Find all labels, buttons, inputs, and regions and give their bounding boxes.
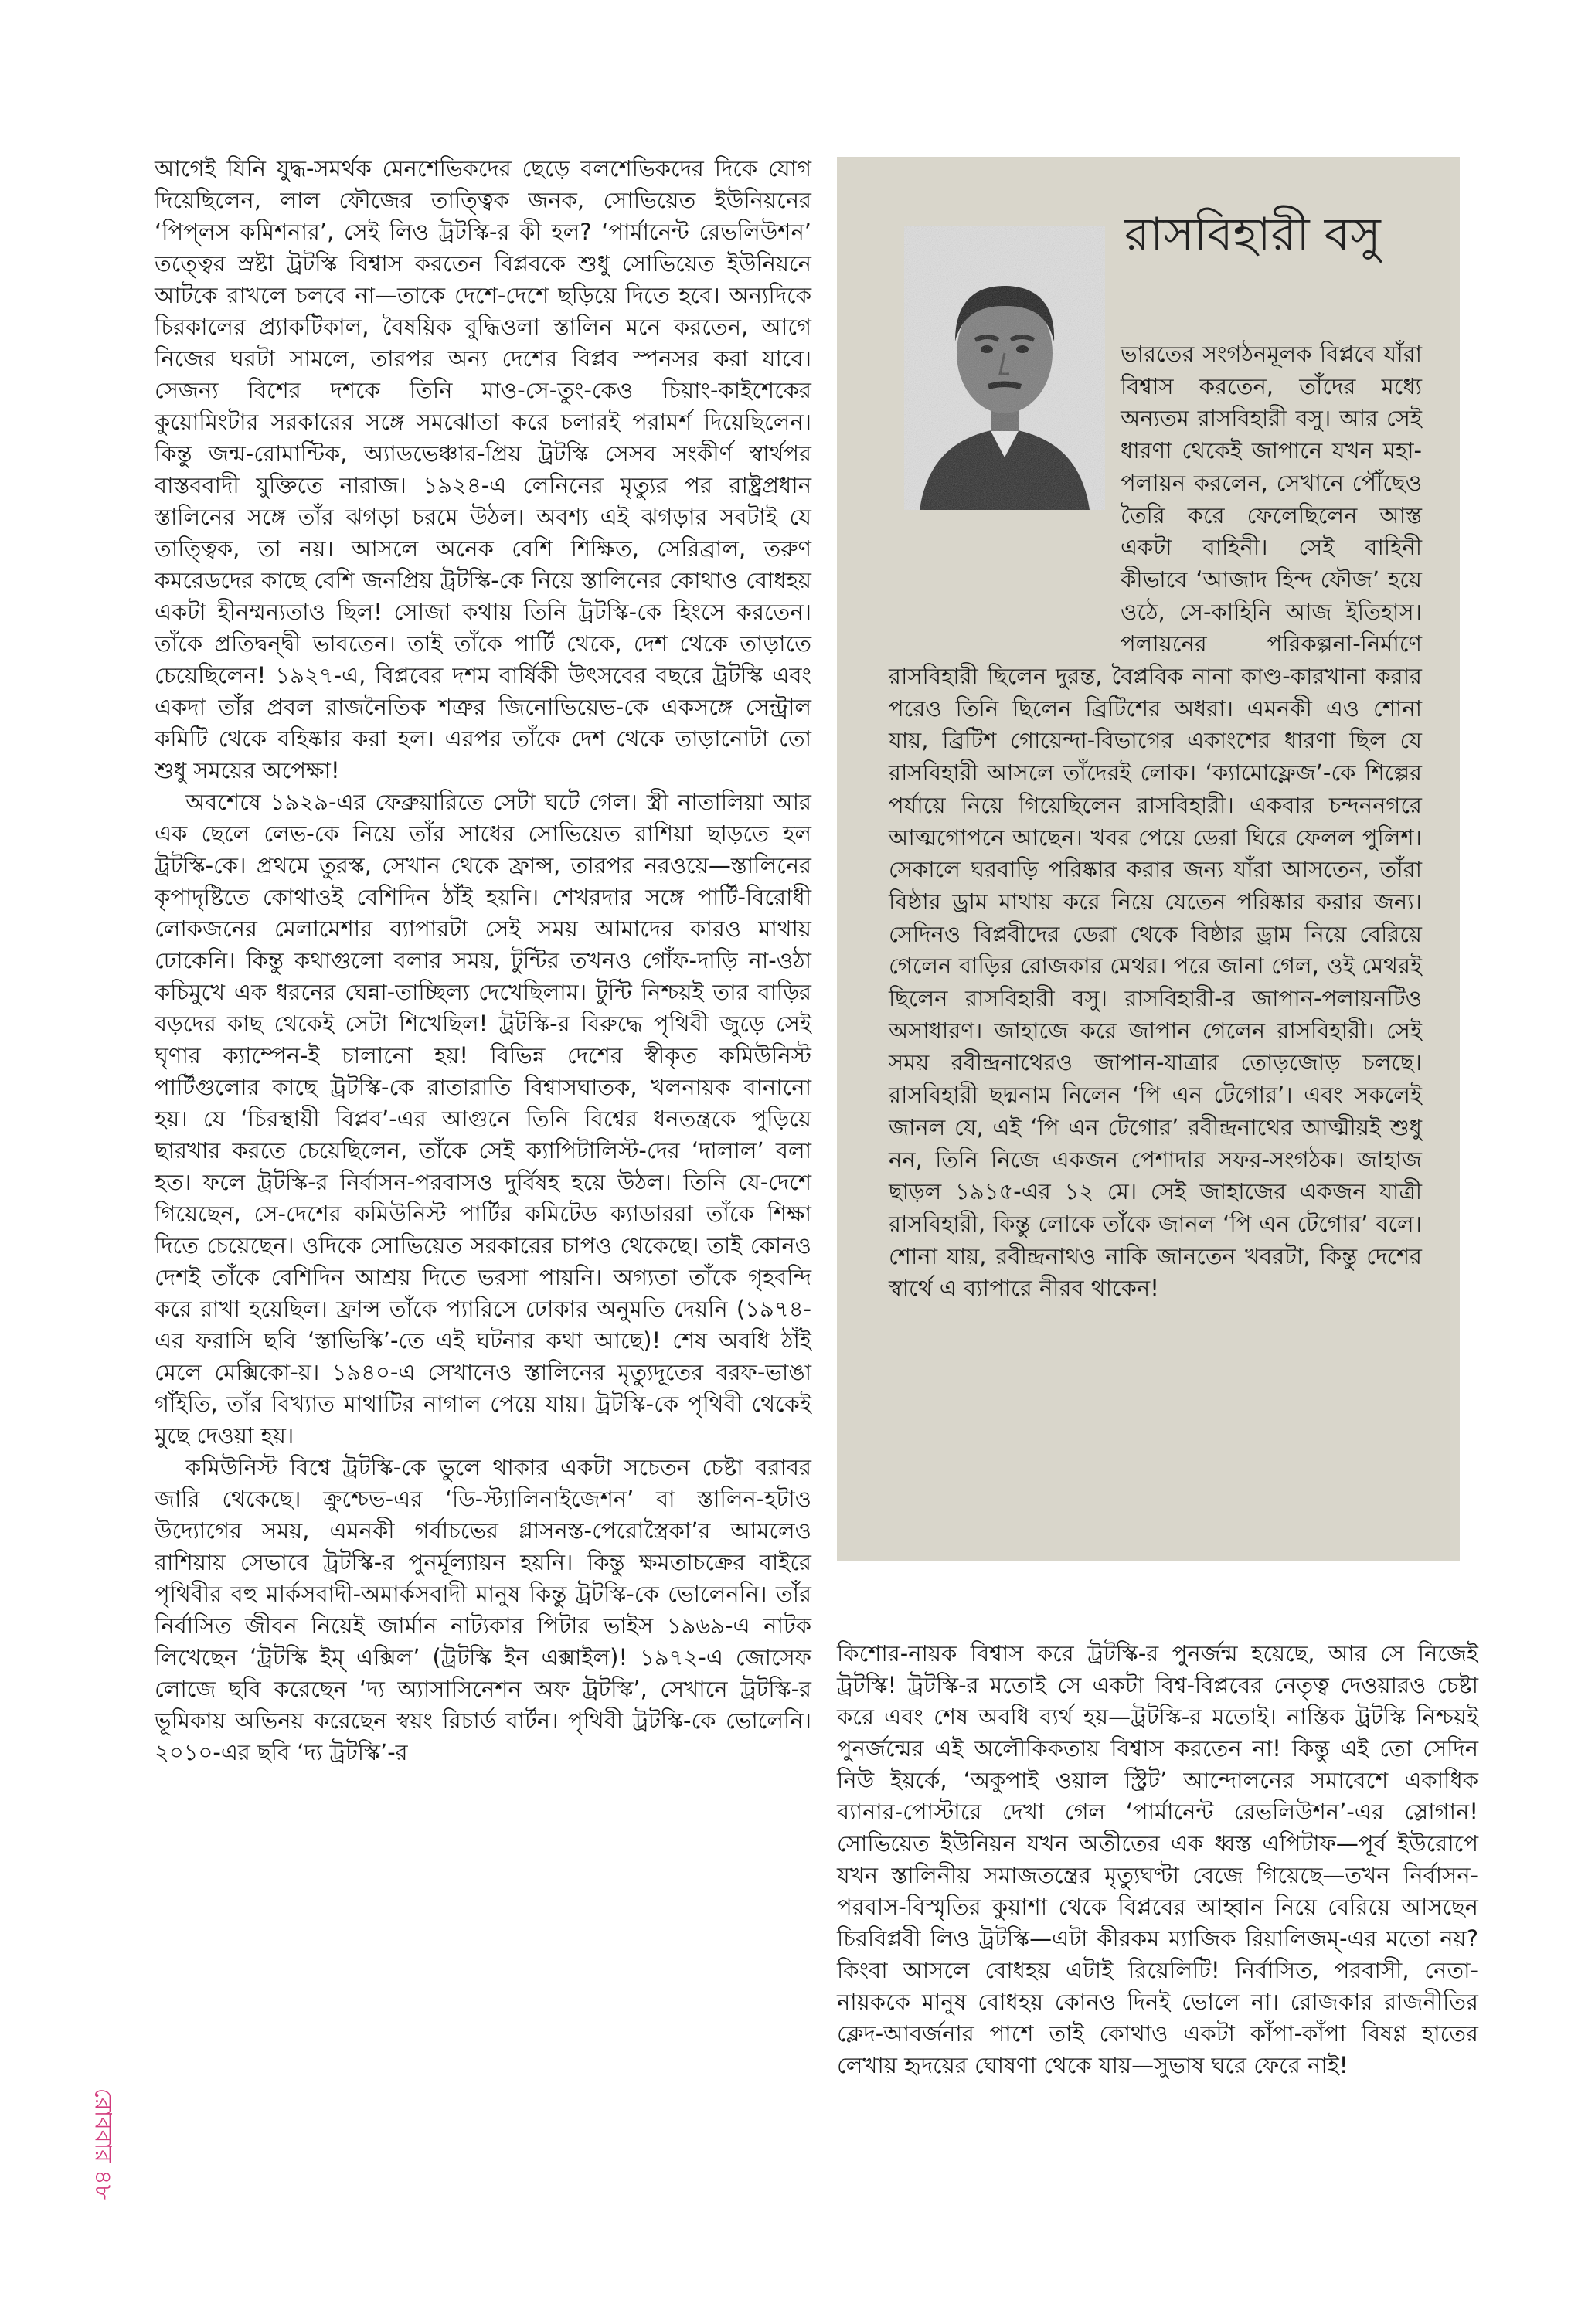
page-number: রোববার ৪৮ [89,2088,117,2200]
paragraph: কিশোর-নায়ক বিশ্বাস করে ট্রটস্কি-র পুনর্জন্ম হয়েছে, আর সে নিজেই ট্রটস্কি! ট্রটস্কি-র মতোই সে একটা বিশ্ব-বিপ্লবের নেতৃত্ব দেওয়ারও চেষ্টা করে এবং শেষ অবধি ব্যর্থ হয়—ট্রটস্কি-র মতোই। নাস্তিক ট্রটস্কি নিশ্চয়ই পুনর্জন্মের এই অলৌকিকতায় বিশ্বাস করতেন না! কিন্তু এই তো সেদিন নিউ ইয়র্কে, ‘অকুপাই ওয়াল স্ট্রিট’ আন্দোলনের সমাবেশে একাধিক ব্যানার-পোস্টারে দেখা গেল ‘পার্মানেন্ট রেভলিউশন’-এর স্লোগান! সোভিয়েত ইউনিয়ন যখন অতীতের এক ধ্বস্ত এপিটাফ—পূর্ব ইউরোপে যখন স্তালিনীয় সমাজতন্ত্রের মৃত্যুঘণ্টা বেজে গিয়েছে—তখন নির্বাসন-পরবাস-বিস্মৃতির কুয়াশা থেকে বিপ্লবের আহ্বান নিয়ে বেরিয়ে আসছেন চিরবিপ্লবী লিও ট্রটস্কি—এটা কীরকম ম্যাজিক রিয়ালিজম্‌-এর মতো নয়? কিংবা আসলে বোধহয় এটাই রিয়েলিটি! নির্বাসিত, পরবাসী, নেতা-নায়ককে মানুষ বোধহয় কোনও দিনই ভোলে না। রোজকার রাজনীতির ক্লেদ-আবর্জনার পাশে তাই কোথাও একটা কাঁপা-কাঁপা বিষণ্ণ হাতের লেখায় হৃদয়ের ঘোষণা থেকে যায়—সুভাষ ঘরে ফেরে নাই! [837,1640,1478,2078]
paragraph: কমিউনিস্ট বিশ্বে ট্রটস্কি-কে ভুলে থাকার একটা সচেতন চেষ্টা বরাবর জারি থেকেছে। ক্রুশ্চেভ-এর ‘ডি-স্ট্যালিনাইজেশন’ বা স্তালিন-হটাও উদ্যোগের সময়, এমনকী গর্বাচভের গ্লাসনস্ত-পেরোস্ত্রৈকা’র আমলেও রাশিয়ায় সেভাবে ট্রটস্কি-র পুনর্মূল্যায়ন হয়নি। কিন্তু ক্ষমতাচক্রের বাইরে পৃথিবীর বহু মার্কসবাদী-অমার্কসবাদী মানুষ কিন্তু ট্রটস্কি-কে ভোলেননি। তাঁর নির্বাসিত জীবন নিয়েই জার্মান নাট্যকার পিটার ভাইস ১৯৬৯-এ নাটক লিখেছেন ‘ট্রটস্কি ইম্‌ এক্সিল’ (ট্রটস্কি ইন এক্সাইল)! ১৯৭২-এ জোসেফ লোজে ছবি করেছেন ‘দ্য অ্যাসাসিনেশন অফ ট্রটস্কি’, সেখানে ট্রটস্কি-র ভূমিকায় অভিনয় করেছেন স্বয়ং রিচার্ড বার্টন। পৃথিবী ট্রটস্কি-কে ভোলেনি। ২০১০-এর ছবি ‘দ্য ট্রটস্কি’-র [155,1454,811,1765]
paragraph: অবশেষে ১৯২৯-এর ফেব্রুয়ারিতে সেটা ঘটে গেল। স্ত্রী নাতালিয়া আর এক ছেলে লেভ-কে নিয়ে তাঁর সাধের সোভিয়েত রাশিয়া ছাড়তে হল ট্রটস্কি-কে। প্রথমে তুরস্ক, সেখান থেকে ফ্রান্স, তারপর নরওয়ে—স্তালিনের কৃপাদৃষ্টিতে কোথাওই বেশিদিন ঠাঁই হয়নি। শেখরদার সঙ্গে পার্টি-বিরোধী লোকজনের মেলামেশার ব্যাপারটা সেই সময় আমাদের কারও মাথায় ঢোকেনি। কিন্তু কথাগুলো বলার সময়, টুন্টির তখনও গোঁফ-দাড়ি না-ওঠা কচিমুখে এক ধরনের ঘেন্না-তাচ্ছিল্য দেখেছিলাম। টুন্টি নিশ্চয়ই তার বাড়ির বড়দের কাছ থেকেই সেটা শিখেছিল! ট্রটস্কি-র বিরুদ্ধে পৃথিবী জুড়ে সেই ঘৃণার ক্যাম্পেন-ই চালানো হয়! বিভিন্ন দেশের স্বীকৃত কমিউনিস্ট পার্টিগুলোর কাছে ট্রটস্কি-কে রাতারাতি বিশ্বাসঘাতক, খলনায়ক বানানো হয়। যে ‘চিরস্থায়ী বিপ্লব’-এর আগুনে তিনি বিশ্বের ধনতন্ত্রকে পুড়িয়ে ছারখার করতে চেয়েছিলেন, তাঁকে সেই ক্যাপিটালিস্ট-দের ‘দালাল’ বলা হত। ফলে ট্রটস্কি-র নির্বাসন-পরবাসও দুর্বিষহ হয়ে উঠল। তিনি যে-দেশে গিয়েছেন, সে-দেশের কমিউনিস্ট পার্টির কমিটেড ক্যাডাররা তাঁকে শিক্ষা দিতে চেয়েছেন। ওদিকে সোভিয়েত সরকারের চাপও থেকেছে। তাই কোনও দেশই তাঁকে বেশিদিন আশ্রয় দিতে ভরসা পায়নি। অগ্যতা তাঁকে গৃহবন্দি করে রাখা হয়েছিল। ফ্রান্স তাঁকে প্যারিসে ঢোকার অনুমতি দেয়নি (১৯৭৪-এর ফরাসি ছবি ‘স্তাভিস্কি’-তে এই ঘটনার কথা আছে)! শেষ অবধি ঠাঁই মেলে মেক্সিকো-য়। ১৯৪০-এ সেখানেও স্তালিনের মৃত্যুদূতের বরফ-ভাঙা গাঁইতি, তাঁর বিখ্যাত মাথাটির নাগাল পেয়ে যায়। ট্রটস্কি-কে পৃথিবী থেকেই মুছে দেওয়া হয়। [155,789,811,1449]
sidebar-text [889,338,1422,1305]
paragraph: আগেই যিনি যুদ্ধ-সমর্থক মেনশেভিকদের ছেড়ে বলশেভিকদের দিকে যোগ দিয়েছিলেন, লাল ফৌজের তাত্ত্বিক জনক, সোভিয়েত ইউনিয়নের ‘পিপ্‌লস কমিশনার’, সেই লিও ট্রটস্কি-র কী হল? ‘পার্মানেন্ট রেভলিউশন’ তত্ত্বের স্রষ্টা ট্রটস্কি বিশ্বাস করতেন বিপ্লবকে শুধু সোভিয়েত ইউনিয়নে আটকে রাখলে চলবে না—তাকে দেশে-দেশে ছড়িয়ে দিতে হবে। অন্যদিকে চিরকালের প্র্যাকটিকাল, বৈষয়িক বুদ্ধিওলা স্তালিন মনে করতেন, আগে নিজের ঘরটা সামলে, তারপর অন্য দেশের বিপ্লব স্পনসর করা যাবে। সেজন্য বিশের দশকে তিনি মাও-সে-তুং-কেও চিয়াং-কাইশেকের কুয়োমিংটার সরকারের সঙ্গে সমঝোতা করে চলারই পরামর্শ দিয়েছিলেন। কিন্তু জন্ম-রোমান্টিক, অ্যাডভেঞ্চার-প্রিয় ট্রটস্কি সেসব সংকীর্ণ স্বার্থপর বাস্তববাদী যুক্তিতে নারাজ। ১৯২৪-এ লেনিনের মৃত্যুর পর রাষ্ট্রপ্রধান স্তালিনের সঙ্গে তাঁর ঝগড়া চরমে উঠল। অবশ্য এই ঝগড়ার সবটাই যে তাত্ত্বিক, তা নয়। আসলে অনেক বেশি শিক্ষিত, সেরিব্রাল, তরুণ কমরেডদের কাছে বেশি জনপ্রিয় ট্রটস্কি-কে নিয়ে স্তালিনের কোথাও বোধহয় একটা হীনম্মন্যতাও ছিল! সোজা কথায় তিনি ট্রটস্কি-কে হিংসে করতেন। তাঁকে প্রতিদ্বন্দ্বী ভাবতেন। তাই তাঁকে পার্টি থেকে, দেশ থেকে তাড়াতে চেয়েছিলেন! ১৯২৭-এ, বিপ্লবের দশম বার্ষিকী উৎসবের বছরে ট্রটস্কি এবং একদা তাঁর প্রবল রাজনৈতিক শত্রুর জিনোভিয়েভ-কে একসঙ্গে সেন্ট্রাল কমিটি থেকে বহিষ্কার করা হল। এরপর তাঁকে দেশ থেকে তাড়ানোটা তো শুধু সময়ের অপেক্ষা! [155,155,811,783]
article-right-column [837,1638,1478,2081]
portrait-wrap-space [889,338,1121,632]
paragraph: ভারতের সংগঠনমূলক বিপ্লবে যাঁরা বিশ্বাস করতেন, তাঁদের মধ্যে অন্যতম রাসবিহারী বসু। আর সেই ধারণা থেকেই জাপানে যখন মহা-পলায়ন করলেন, সেখানে পৌঁছেও তৈরি করে ফেলেছিলেন আস্ত একটা বাহিনী। সেই বাহিনী কীভাবে ‘আজাদ হিন্দ ফৌজ’ হয়ে ওঠে, সে-কাহিনি আজ ইতিহাস। পলায়নের পরিকল্পনা-নির্মাণে রাসবিহারী ছিলেন দুরন্ত, বৈপ্লবিক নানা কাণ্ড-কারখানা করার পরেও তিনি ছিলেন ব্রিটিশের অধরা। এমনকী এও শোনা যায়, ব্রিটিশ গোয়েন্দা-বিভাগের একাংশের ধারণা ছিল যে রাসবিহারী আসলে তাঁদেরই লোক। ‘ক্যামোফ্লেজ’-কে শিল্পের পর্যায়ে নিয়ে গিয়েছিলেন রাসবিহারী। একবার চন্দননগরে আত্মগোপনে আছেন। খবর পেয়ে ডেরা ঘিরে ফেলল পুলিশ। সেকালে ঘরবাড়ি পরিষ্কার করার জন্য যাঁরা আসতেন, তাঁরা বিষ্ঠার ড্রাম মাথায় করে নিয়ে যেতেন পরিষ্কার করার জন্য। সেদিনও বিপ্লবীদের ডেরা থেকে বিষ্ঠার ড্রাম নিয়ে বেরিয়ে গেলেন বাড়ির রোজকার মেথর। পরে জানা গেল, ওই মেথরই ছিলেন রাসবিহারী বসু। রাসবিহারী-র জাপান-পলায়নটিও অসাধারণ। জাহাজে করে জাপান গেলেন রাসবিহারী। সেই সময় রবীন্দ্রনাথেরও জাপান-যাত্রার তোড়জোড় চলছে। রাসবিহারী ছদ্মনাম নিলেন ‘পি এন টেগোর’। এবং সকলেই জানল যে, এই ‘পি এন টেগোর’ রবীন্দ্রনাথের আত্মীয়ই শুধু নন, তিনি নিজে একজন পেশাদার সফর-সংগঠক। জাহাজ ছাড়ল ১৯১৫-এর ১২ মে। সেই জাহাজের একজন যাত্রী রাসবিহারী, কিন্তু লোকে তাঁকে জানল ‘পি এন টেগোর’ বলে। শোনা যায়, রবীন্দ্রনাথও নাকি জানতেন খবরটা, কিন্তু দেশের স্বার্থে এ ব্যাপারে নীরব থাকেন! [889,341,1422,1302]
sidebar-title: রাসবিহারী বসু [1124,208,1381,262]
article-left-column [155,153,811,1768]
page-footer [85,2005,119,2283]
